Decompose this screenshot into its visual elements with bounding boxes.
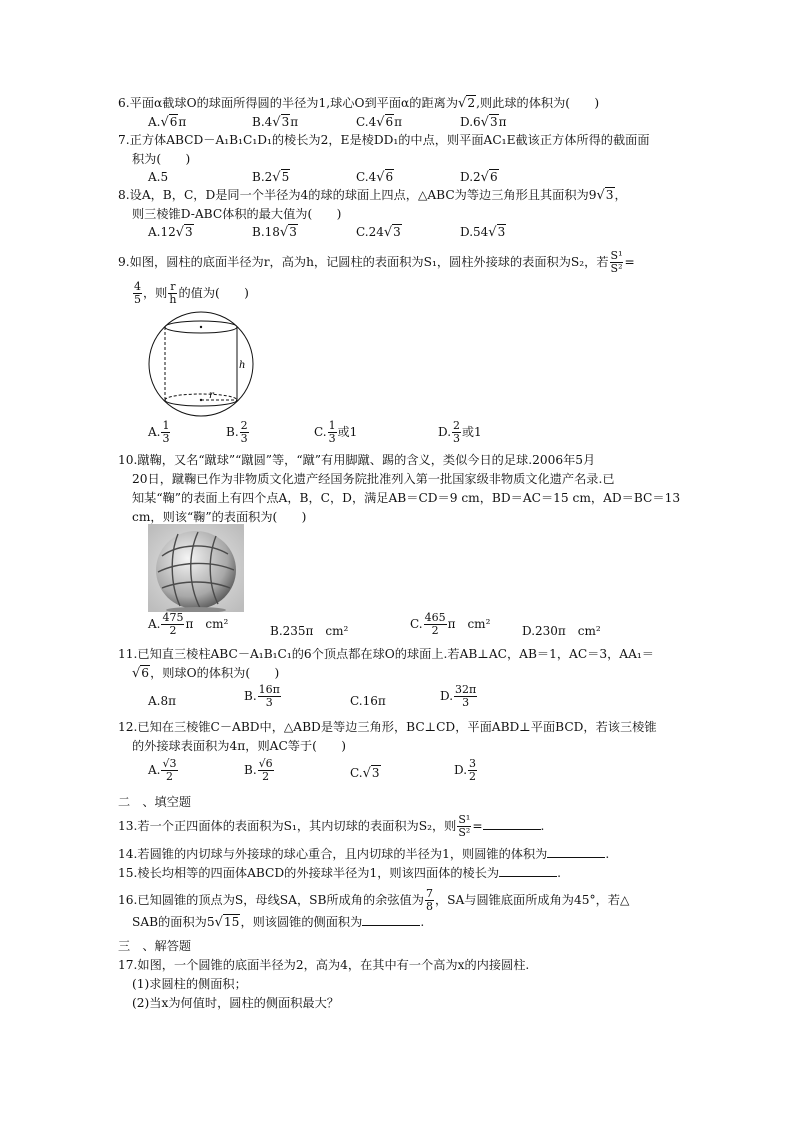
q9-option-d[interactable]: D. $\frac{2}{3}$ 或1 bbox=[438, 419, 482, 445]
section-fill-in-heading: 二 、填空题 bbox=[118, 795, 192, 809]
question-8: 8.设A，B，C，D是同一个半径为4的球的球面上四点，△ABC为等边三角形且其面积为9√3， 则三棱锥D-ABC体积的最大值为( ) bbox=[118, 188, 627, 221]
q12-option-c[interactable]: C.√3 bbox=[350, 766, 380, 781]
answer-blank-16[interactable] bbox=[362, 913, 420, 926]
q11-options bbox=[148, 684, 688, 714]
answer-blank-14[interactable] bbox=[547, 845, 605, 858]
q6-option-b[interactable]: B.4√3π bbox=[252, 115, 299, 130]
q9-option-b[interactable]: B. $\frac{2}{3}$ bbox=[226, 419, 248, 445]
question-10: 10.蹴鞠，又名“蹴球”“蹴圆”等，“蹴”有用脚蹴、踢的含义，类似今日的足球.2006年5月 20日，蹴鞠已作为非物质文化遗产经国务院批准列入第一批国家级非物质文化遗产名录.已 知某“鞠”的表面上有四个点A，B，C，D，满足AB＝CD＝9 cm，BD＝AC＝15 cm，AD＝BC＝13 cm，则该“鞠”的表面积为( ) bbox=[118, 453, 681, 524]
section-solution-heading: 三 、解答题 bbox=[118, 939, 192, 953]
q8-options bbox=[148, 225, 688, 241]
q12-option-b[interactable]: B. $\frac{√6}{2}$ bbox=[244, 757, 273, 783]
q9-option-a[interactable]: A. $\frac{1}{3}$ bbox=[148, 419, 170, 445]
figure-label-r: r bbox=[209, 390, 214, 401]
q7-option-c[interactable]: C.4√6 bbox=[356, 170, 394, 185]
q7-option-d[interactable]: D.2√6 bbox=[460, 170, 498, 185]
q6-option-c[interactable]: C.4√6π bbox=[356, 115, 403, 130]
figure-label-h: h bbox=[239, 360, 246, 371]
answer-blank-15[interactable] bbox=[499, 864, 557, 877]
question-16: 16.已知圆锥的顶点为S，母线SA，SB所成角的余弦值为 $\frac{7}{8}$ ，SA与圆锥底面所成角为45°，若△ SAB的面积为5√15，则该圆锥的侧面积为 . bbox=[118, 887, 630, 930]
question-6: 6.平面α截球O的球面所得圆的半径为1,球心O到平面α的距离为√2,则此球的体积为( ) bbox=[118, 96, 600, 111]
question-13: 13.若一个正四面体的表面积为S₁，其内切球的表面积为S₂，则 $\frac{\text{S¹}}{\text{S²}}$ = . bbox=[118, 813, 545, 839]
fraction-s1-s2: $\frac{\text{S¹}}{\text{S²}}$ bbox=[610, 249, 623, 275]
question-17: 17.如图，一个圆锥的底面半径为2，高为4，在其中有一个高为x的内接圆柱. (1)求圆柱的侧面积； (2)当x为何值时，圆柱的侧面积最大？ bbox=[118, 958, 530, 1010]
q11-option-a[interactable]: A.8π bbox=[148, 694, 177, 708]
cylinder-in-sphere-figure bbox=[146, 308, 258, 420]
q12-option-a[interactable]: A. $\frac{√3}{2}$ bbox=[148, 757, 177, 783]
q10-option-a[interactable]: A. $\frac{475}{2}$ π cm² bbox=[148, 611, 229, 637]
sqrt-2: √2 bbox=[458, 96, 476, 111]
q10-option-c[interactable]: C. $\frac{465}{2}$ π cm² bbox=[410, 611, 491, 637]
q9-options bbox=[148, 420, 688, 450]
question-9: 9.如图，圆柱的底面半径为r，高为h，记圆柱的表面积为S₁，圆柱外接球的表面积为S₂，若 $\frac{\text{S¹}}{\text{S²}}$ = $\frac{4}{5}$ ，则 $\frac{r}{h}$ 的值为( ) bbox=[118, 249, 635, 306]
question-14: 14.若圆锥的内切球与外接球的球心重合，且内切球的半径为1，则圆锥的体积为 . bbox=[118, 847, 610, 861]
q6-option-d[interactable]: D.6√3π bbox=[460, 115, 507, 130]
q10-option-d[interactable]: D.230π cm² bbox=[522, 624, 601, 638]
q11-option-d[interactable]: D. $\frac{32\pi}{3}$ bbox=[440, 683, 477, 709]
cuju-ball-photo bbox=[148, 524, 244, 612]
question-11: 11.已知直三棱柱ABC－A₁B₁C₁的6个顶点都在球O的球面上.若AB⊥AC，AB＝1，AC＝3，AA₁＝ √6，则球O的体积为( ) bbox=[118, 647, 654, 681]
q8-option-c[interactable]: C.24√3 bbox=[356, 225, 401, 240]
q12-options bbox=[148, 758, 688, 788]
q8-option-d[interactable]: D.54√3 bbox=[460, 225, 506, 240]
q8-option-b[interactable]: B.18√3 bbox=[252, 225, 297, 240]
q6-options bbox=[148, 115, 688, 131]
q7-option-b[interactable]: B.2√5 bbox=[252, 170, 290, 185]
q11-option-b[interactable]: B. $\frac{16\pi}{3}$ bbox=[244, 683, 280, 709]
q7-option-a[interactable]: A.5 bbox=[148, 170, 169, 184]
q7-options bbox=[148, 170, 688, 186]
question-15: 15.棱长均相等的四面体ABCD的外接球半径为1，则该四面体的棱长为 . bbox=[118, 866, 561, 880]
q9-option-c[interactable]: C. $\frac{1}{3}$ 或1 bbox=[314, 419, 358, 445]
question-12: 12.已知在三棱锥C－ABD中，△ABD是等边三角形，BC⊥CD，平面ABD⊥平面BCD，若该三棱锥 的外接球表面积为4π，则AC等于( ) bbox=[118, 720, 657, 753]
q6-option-a[interactable]: A.√6π bbox=[148, 115, 187, 130]
answer-blank-13[interactable] bbox=[483, 817, 541, 830]
question-7: 7.正方体ABCD－A₁B₁C₁D₁的棱长为2，E是棱DD₁的中点，则平面AC₁E截该正方体所得的截面面 积为( ) bbox=[118, 133, 650, 166]
q11-option-c[interactable]: C.16π bbox=[350, 694, 386, 708]
q10-option-b[interactable]: B.235π cm² bbox=[270, 624, 349, 638]
q12-option-d[interactable]: D. $\frac{3}{2}$ bbox=[454, 757, 477, 783]
q8-option-a[interactable]: A.12√3 bbox=[148, 225, 193, 240]
q10-options bbox=[148, 612, 688, 642]
